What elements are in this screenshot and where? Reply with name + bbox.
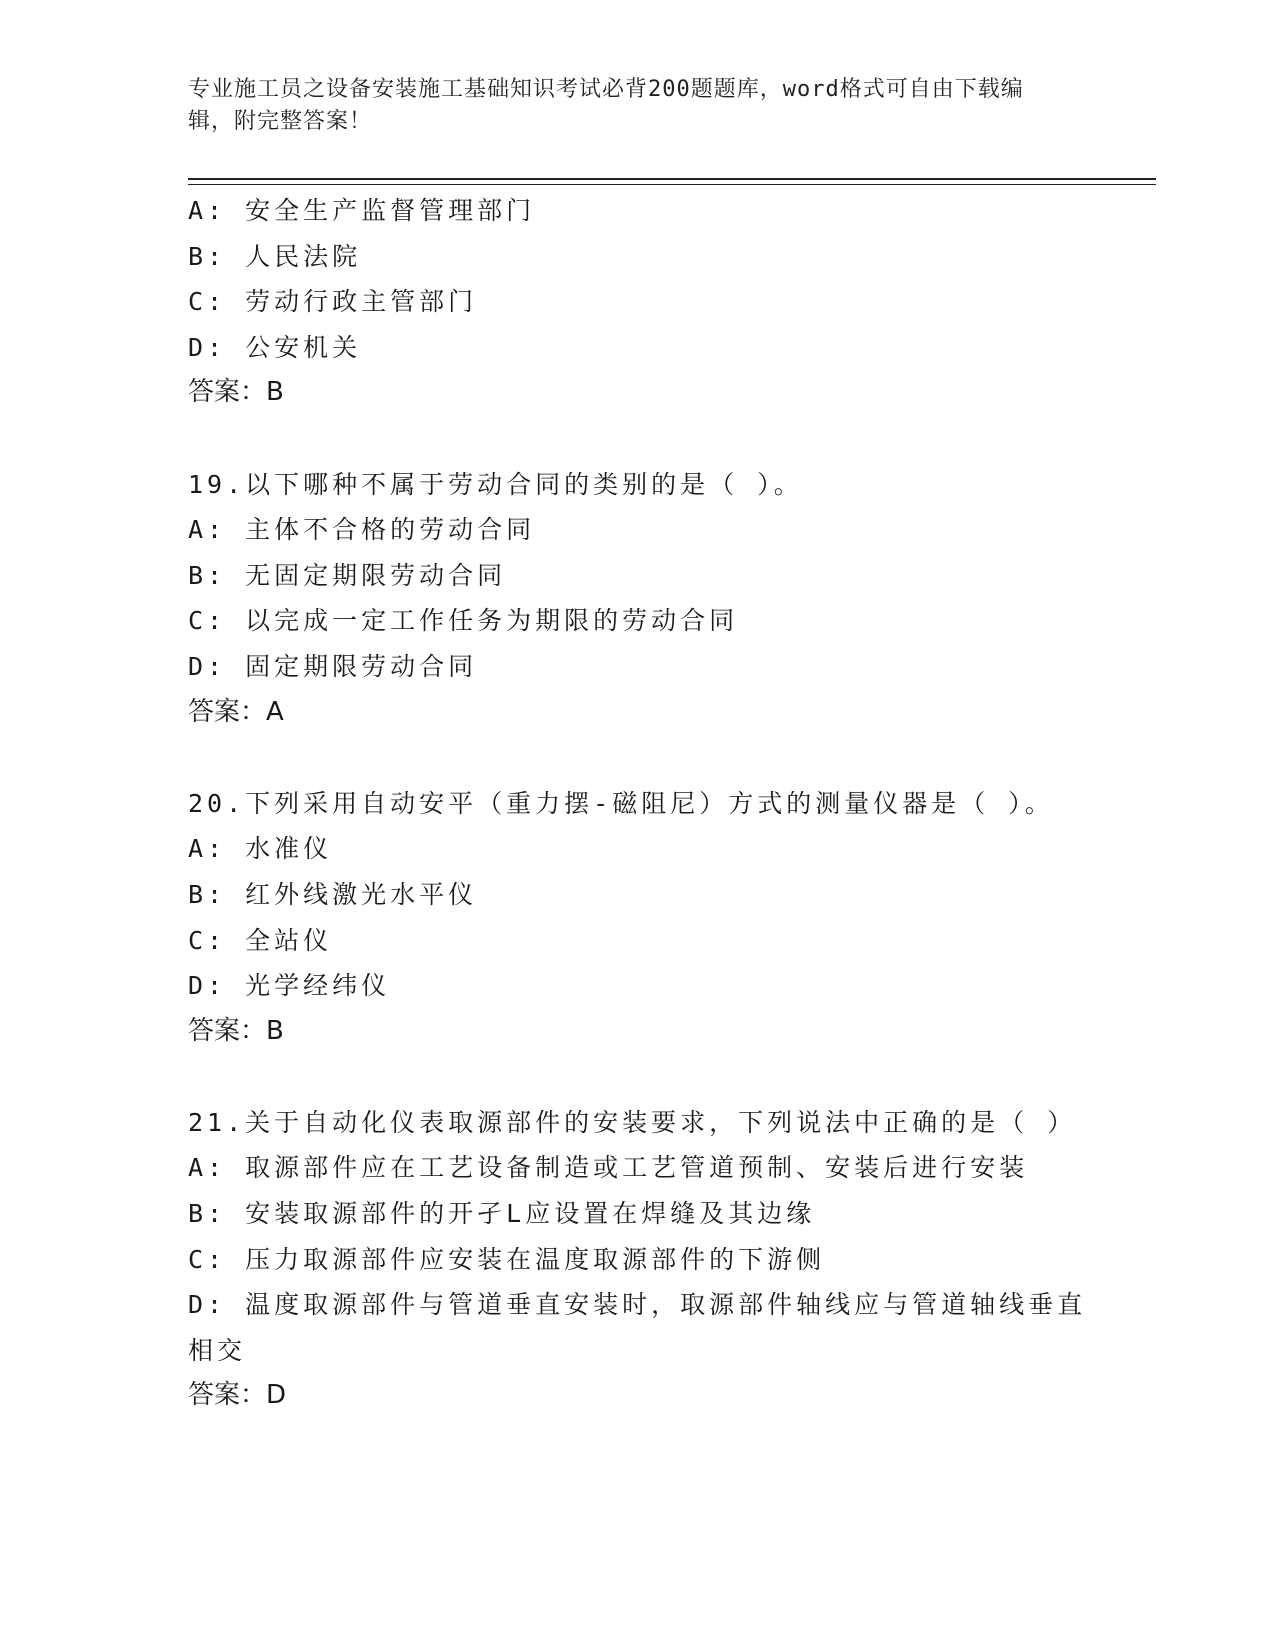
header-divider-thin [188, 184, 1156, 185]
option-b: B: 无固定期限劳动合同 [188, 560, 507, 590]
question-21 [188, 1100, 1088, 1419]
option-a: A: 主体不合格的劳动合同 [188, 515, 536, 545]
answer-label: 答案：A [188, 696, 284, 727]
option-b: B: 安装取源部件的开孑L应设置在焊缝及其边缘 [188, 1199, 816, 1229]
option-b: B: 人民法院 [188, 241, 362, 271]
question-list [188, 188, 1088, 1419]
option-c: C: 全站仪 [188, 925, 333, 955]
question-text: 20.下列采用自动安平（重力摆-磁阻尼）方式的测量仪器是（ ）。 [188, 788, 1054, 818]
option-a: A: 取源部件应在工艺设备制造或工艺管道预制、安装后进行安装 [188, 1153, 1029, 1183]
question-text: 21.关于自动化仪表取源部件的安装要求，下列说法中正确的是（ ） [188, 1107, 1077, 1137]
option-a: A: 水准仪 [188, 834, 333, 864]
document-header: 专业施工员之设备安装施工基础知识考试必背200题题库，word格式可自由下载编辑，附完整答案！ [188, 77, 1024, 134]
option-c: C: 劳动行政主管部门 [188, 287, 478, 317]
option-d: D: 温度取源部件与管道垂直安装时，取源部件轴线应与管道轴线垂直相交 [188, 1290, 1087, 1365]
question-19 [188, 462, 1088, 736]
question-18-continued [188, 188, 1088, 416]
option-d: D: 固定期限劳动合同 [188, 651, 478, 681]
option-c: C: 以完成一定工作任务为期限的劳动合同 [188, 606, 739, 636]
option-a: A: 安全生产监督管理部门 [188, 196, 536, 225]
option-d: D: 光学经纬仪 [188, 971, 391, 1001]
question-text: 19.以下哪种不属于劳动合同的类别的是（ ）。 [188, 469, 803, 499]
question-20 [188, 781, 1088, 1055]
header-divider-thick [188, 178, 1156, 180]
option-b: B: 红外线激光水平仪 [188, 879, 478, 909]
answer-label: 答案：D [188, 1380, 287, 1411]
answer-label: 答案：B [188, 1015, 284, 1046]
option-c: C: 压力取源部件应安装在温度取源部件的下游侧 [188, 1244, 826, 1274]
answer-label: 答案：B [188, 377, 284, 408]
option-d: D: 公安机关 [188, 332, 362, 362]
